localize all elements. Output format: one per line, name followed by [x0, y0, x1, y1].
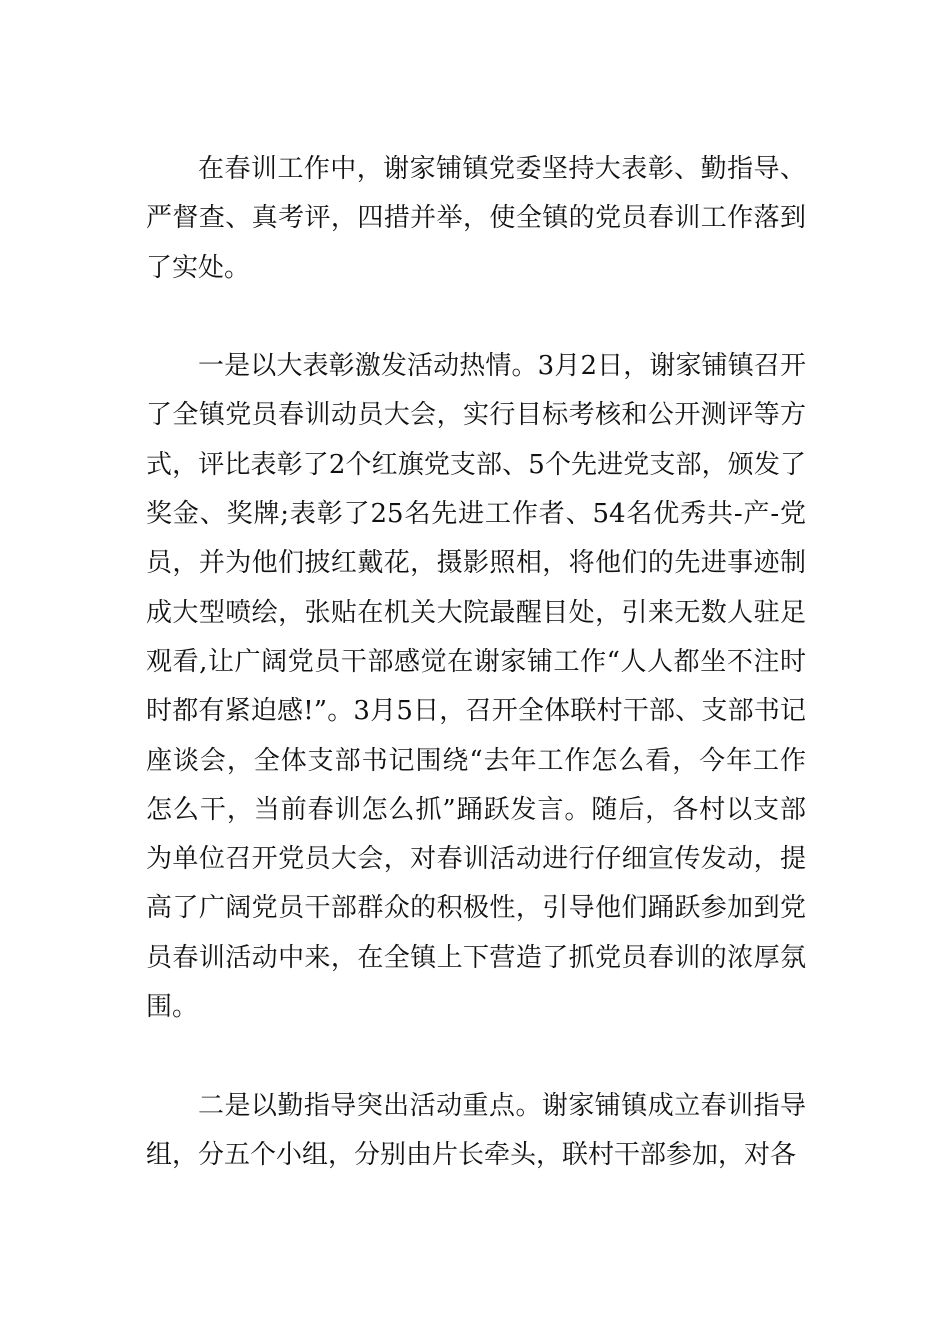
paragraph-intro: 在春训工作中，谢家铺镇党委坚持大表彰、勤指导、严督查、真考评，四措并举，使全镇的党员春训工作落到了实处。: [146, 154, 806, 283]
paragraph-guidance: 二是以勤指导突出活动重点。谢家铺镇成立春训指导组，分五个小组，分别由片长牵头，联村干部参加，对各: [146, 1090, 806, 1170]
document-body: [146, 145, 806, 1230]
paragraph-commendation: 一是以大表彰激发活动热情。3月2日，谢家铺镇召开了全镇党员春训动员大会，实行目标考核和公开测评等方式，评比表彰了2个红旗党支部、5个先进党支部，颁发了奖金、奖牌;表彰了25名先进工作者、54名优秀共-产-党员，并为他们披红戴花，摄影照相，将他们的先进事迹制成大型喷绘，张贴在机关大院最醒目处，引来无数人驻足观看,让广阔党员干部感觉在谢家铺工作“人人都坐不注时时都有紧迫感!”。3月5日，召开全体联村干部、支部书记座谈会，全体支部书记围绕“去年工作怎么看，今年工作怎么干，当前春训怎么抓”踊跃发言。随后，各村以支部为单位召开党员大会，对春训活动进行仔细宣传发动，提高了广阔党员干部群众的积极性，引导他们踊跃参加到党员春训活动中来，在全镇上下营造了抓党员春训的浓厚氛围。: [146, 351, 806, 1023]
